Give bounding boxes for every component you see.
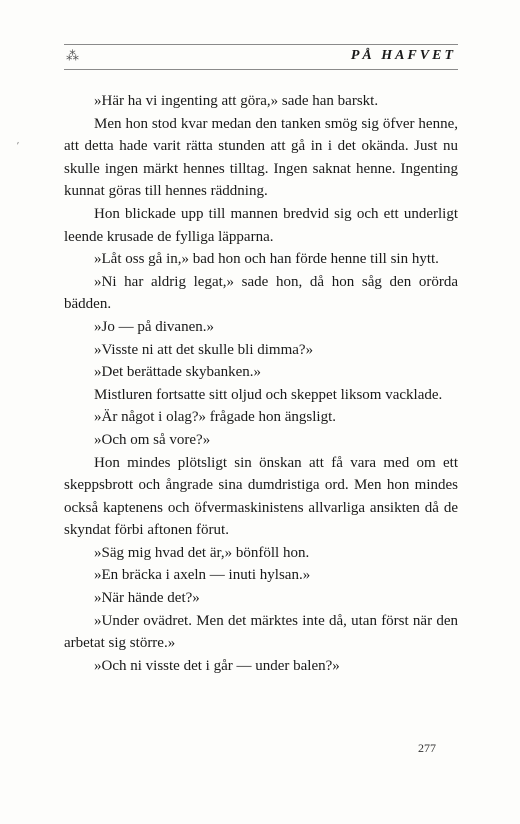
paragraph: »Ni har aldrig legat,» sade hon, då hon såg den orörda bädden. (64, 273, 458, 313)
paragraph: »Låt oss gå in,» bad hon och han förde henne till sin hytt. (94, 251, 439, 268)
paragraph: Men hon stod kvar medan den tanken smög sig öfver henne, att detta hade varit rätta stunden att gå in i det okända. Just nu skulle ingen märkt hennes tilltag. Ingen saknat henne. Ingenting kunnat göras till hennes räddning. (64, 115, 458, 200)
paragraph: »Under ovädret. Men det märktes inte då, utan först när den arbetat sig större.» (64, 612, 458, 652)
paragraph: »Här ha vi ingenting att göra,» sade han barskt. (94, 93, 379, 109)
paragraph: »Visste ni att det skulle bli dimma?» (94, 341, 314, 358)
paragraph: »När hände det?» (94, 590, 200, 607)
paragraph: Hon mindes plötsligt sin önskan att få vara med om ett skeppsbrott och ångrade sina dumdristiga ord. Men hon mindes också kaptenens och öfvermaskinistens allvarliga ansikten då de skyndat förbi aftonen förut. (64, 454, 458, 539)
paragraph: »En bräcka i axeln — inuti hylsan.» (94, 567, 311, 584)
paragraph: »Säg mig hvad det är,» bönföll hon. (94, 544, 310, 561)
paragraph: »Och om så vore?» (94, 431, 211, 448)
page-number: 277 (418, 741, 436, 755)
margin-pencil-mark: ´ (14, 141, 25, 154)
paragraph: »Det berättade skybanken.» (94, 364, 262, 381)
paragraph: Hon blickade upp till mannen bredvid sig och ett underligt leende krusade de fylliga läpparna. (64, 205, 458, 245)
running-head: PÅ HAFVET (350, 48, 456, 63)
page-header (64, 44, 458, 70)
paragraph: »Och ni visste det i går — under balen?» (94, 657, 340, 674)
asterism-ornament-icon: ⁂ (66, 49, 79, 64)
paragraph: »Är något i olag?» frågade hon ängsligt. (94, 409, 337, 426)
paragraph: Mistluren fortsatte sitt oljud och skeppet liksom vacklade. (94, 386, 443, 403)
body-text (64, 90, 458, 677)
paragraph: »Jo — på divanen.» (94, 318, 214, 335)
